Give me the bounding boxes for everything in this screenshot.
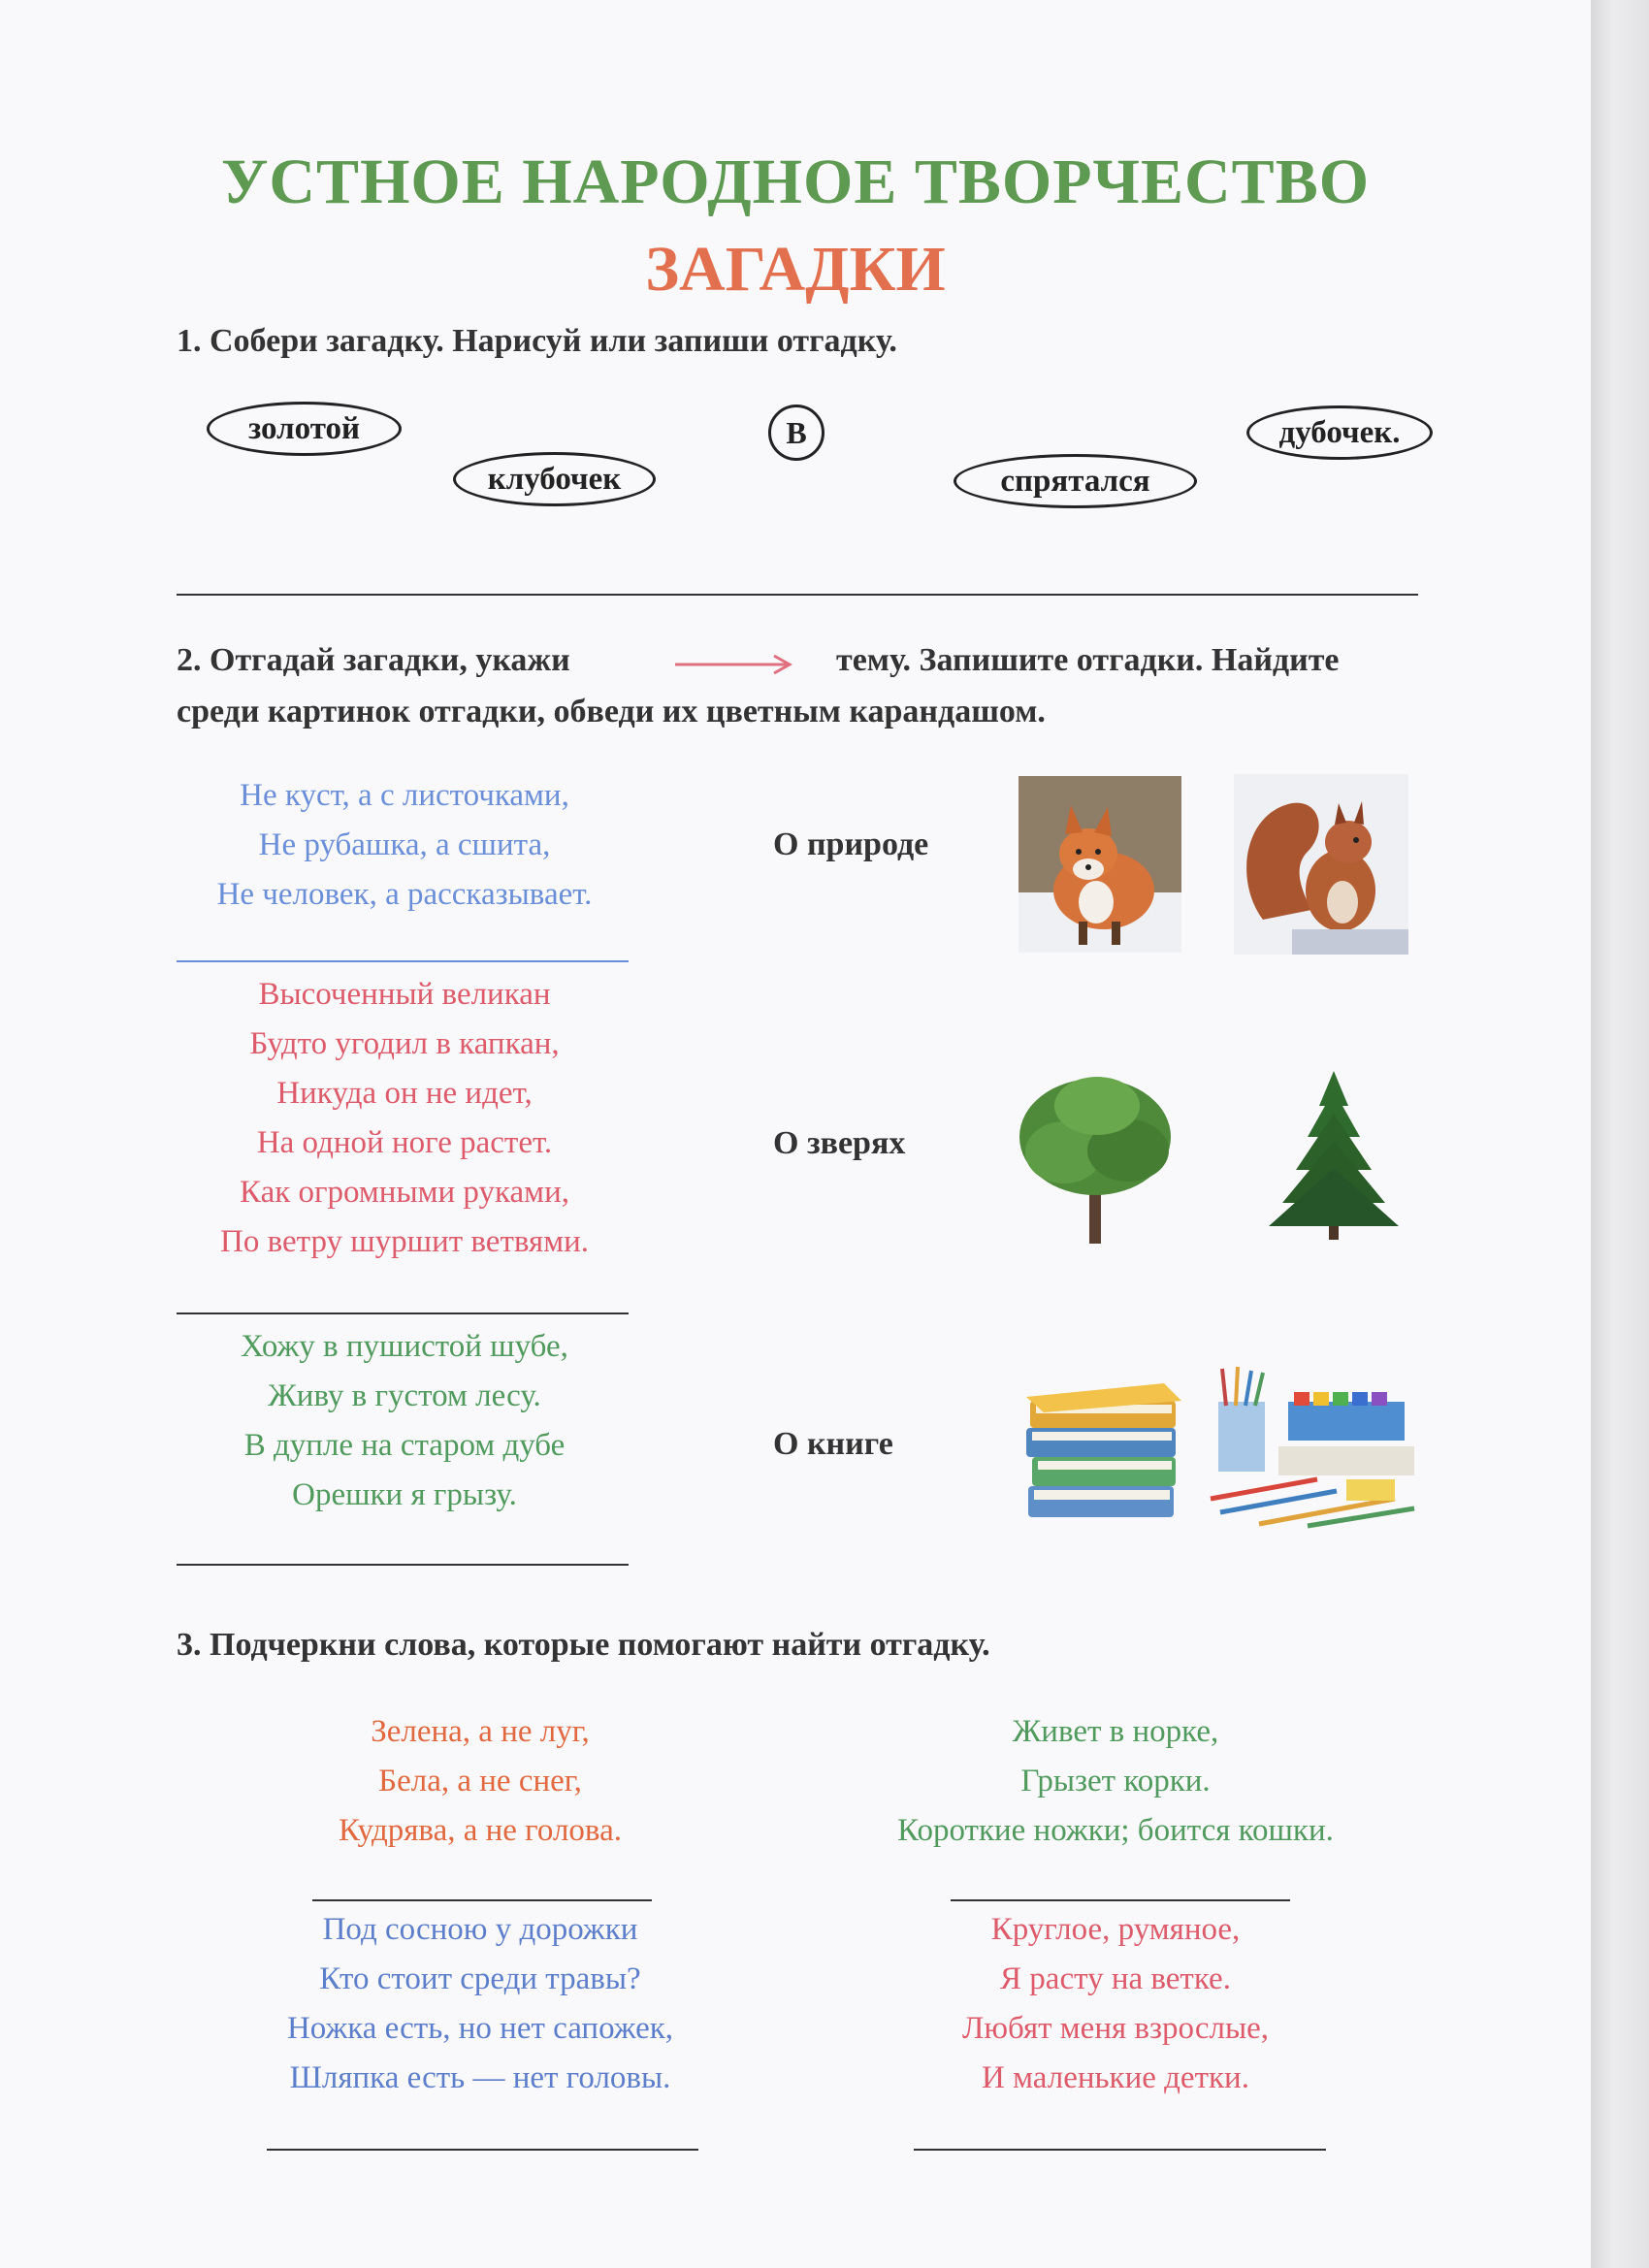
- word-card-spryatalsya[interactable]: спрятался: [954, 454, 1197, 508]
- riddle-tree: Высоченный великан Будто угодил в капкан, Никуда он не идет, На одной ноге растет. Как огромными руками, По ветру шуршит ветвями.: [220, 977, 589, 1259]
- fir-tree-image[interactable]: [1261, 1067, 1406, 1242]
- task3-answer-line-2[interactable]: [951, 1899, 1290, 1901]
- page-subtitle: ЗАГАДКИ: [645, 234, 946, 305]
- arrow-icon: [673, 650, 799, 679]
- task1-heading: 1. Собери загадку. Нарисуй или запиши отгадку.: [177, 323, 897, 359]
- task2-heading-line2: среди картинок отгадки, обведи их цветным карандашом.: [177, 694, 1046, 729]
- riddle-book: Не куст, а с листочками, Не рубашка, а сшита, Не человек, а рассказывает.: [216, 778, 593, 912]
- deciduous-tree-image[interactable]: [1014, 1067, 1179, 1247]
- fox-image[interactable]: [1018, 776, 1181, 953]
- riddle2-answer-line[interactable]: [177, 1312, 629, 1314]
- page-edge: [1591, 0, 1649, 2268]
- books-image[interactable]: [1018, 1368, 1188, 1528]
- riddle-birch: Зелена, а не луг, Бела, а не снег, Кудрява, а не голова.: [339, 1714, 622, 1848]
- task2-heading-part2: тему. Запишите отгадки. Найдите: [836, 642, 1340, 678]
- topic-book[interactable]: О книге: [773, 1426, 893, 1462]
- topic-nature[interactable]: О природе: [773, 826, 929, 862]
- task3-heading: 3. Подчеркни слова, которые помогают найти отгадку.: [177, 1627, 990, 1663]
- word-card-dubochek[interactable]: дубочек.: [1246, 405, 1433, 460]
- riddle-apple: Круглое, румяное, Я расту на ветке. Любят меня взрослые, И маленькие детки.: [961, 1912, 1270, 2095]
- riddle3-answer-line[interactable]: [177, 1564, 629, 1566]
- task1-answer-line[interactable]: [177, 594, 1418, 596]
- page-title: УСТНОЕ НАРОДНОЕ ТВОРЧЕСТВО: [220, 146, 1371, 217]
- task3-answer-line-1[interactable]: [312, 1899, 652, 1901]
- riddle-mouse: Живет в норке, Грызет корки. Короткие ножки; боится кошки.: [897, 1714, 1334, 1848]
- squirrel-image[interactable]: [1234, 774, 1408, 955]
- word-card-v[interactable]: В: [768, 405, 824, 461]
- word-card-zolotoy[interactable]: золотой: [207, 402, 402, 456]
- riddle-squirrel: Хожу в пушистой шубе, Живу в густом лесу. В дупле на старом дубе Орешки я грызу.: [241, 1329, 568, 1512]
- stationery-image[interactable]: [1201, 1363, 1422, 1533]
- riddle-mushroom: Под сосною у дорожки Кто стоит среди травы? Ножка есть, но нет сапожек, Шляпка есть — нет головы.: [286, 1912, 674, 2095]
- task2-heading-part1: 2. Отгадай загадки, укажи: [177, 642, 570, 678]
- topic-animals[interactable]: О зверях: [773, 1125, 906, 1161]
- task3-answer-line-4[interactable]: [914, 2149, 1326, 2151]
- task3-answer-line-3[interactable]: [267, 2149, 698, 2151]
- riddle1-answer-line[interactable]: [177, 960, 629, 962]
- word-card-klubochek[interactable]: клубочек: [453, 452, 656, 506]
